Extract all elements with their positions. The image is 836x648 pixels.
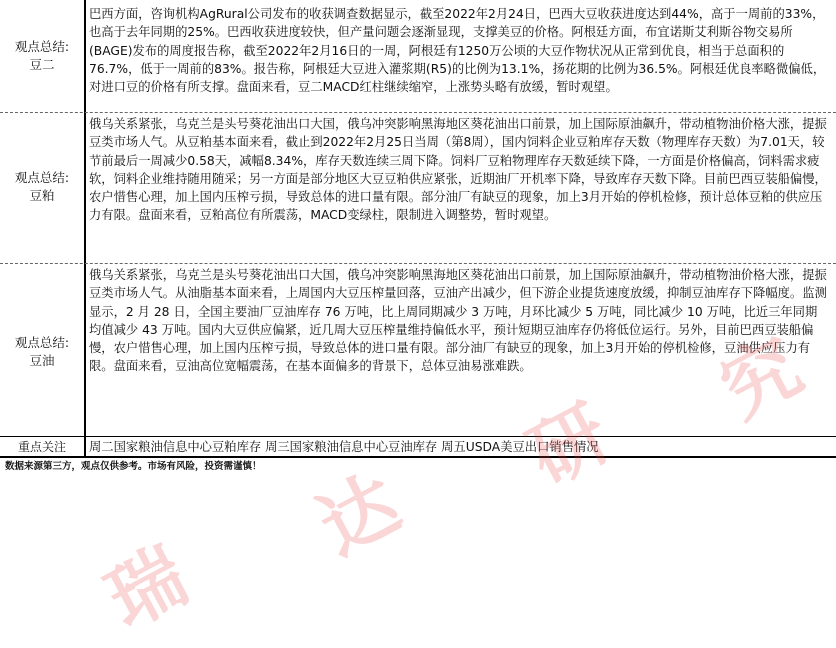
row-text: 俄乌关系紧张，乌克兰是头号葵花油出口大国，俄乌冲突影响黑海地区葵花油出口前景，加上国际原油飙升，带动植物油价格大涨，提振豆类市场人气。从豆粕基本面来看，截止到2022年2月25日当周（第8周），国内饲料企业豆粕库存天数（物理库存天数）为7.01天，较节前最后一周减少0.58天，减幅8.34%，库存天数连续三周下降。饲料厂豆粕物理库存天数延续下降，一方面是价格偏高，饲料需求疲软，饲料企业维持随用随采；另一方面是部分地区大豆豆粕供应紧张，近期油厂开机率下降，导致库存天数下降。目前巴西豆装船偏慢，农户惜售心理，加上国内压榨亏损，导致总体的进口量有限。部分油厂有缺豆的现象，加上3月开始的停机检修，预计总体豆粕的供应压力有限。盘面来看，豆粕高位有所震荡，MACD变绿柱，限制进入调整势，暂时观望。 — [89, 117, 827, 223]
focus-text: 周二国家粮油信息中心豆粕库存 周三国家粮油信息中心豆油库存 周五USDA美豆出口销售情况 — [89, 440, 599, 454]
row-focus — [0, 437, 836, 455]
label-line1: 观点总结: — [14, 335, 70, 350]
row-text: 俄乌关系紧张，乌克兰是头号葵花油出口大国，俄乌冲突影响黑海地区葵花油出口前景，加上国际原油飙升，带动植物油价格大涨，提振豆类市场人气。从油脂基本面来看，上周国内大豆压榨量回落，豆油产出减少，但下游企业提货速度放缓，抑制豆油库存下降幅度。监测显示，2 月 28 日，全国主要油厂豆油库存 76 万吨，比上周同期减少 3 万吨，月环比减少 5 万吨，同比减少 10 万吨，比近三年同期均值减少 43 万吨。国内大豆供应偏紧，近几周大豆压榨量维持偏低水平，预计短期豆油库存仍将低位运行。另外，目前巴西豆装船偏慢，农户惜售心理，加上国内压榨亏损，导致总体的进口量有限。部分油厂有缺豆的现象，加上3月开始的停机检修，豆油供应压力有限。盘面来看，豆油高位宽幅震荡，在基本面偏多的背景下，总体豆油易涨难跌。 — [89, 268, 827, 374]
row-label — [0, 334, 84, 370]
row-label — [0, 38, 84, 74]
disclaimer-note: 数据来源第三方，观点仅供参考。市场有风险，投资需谨慎！ — [5, 461, 262, 472]
label-line1: 观点总结: — [14, 170, 70, 185]
row-text: 巴西方面，咨询机构AgRural公司发布的收获调查数据显示，截至2022年2月24日，巴西大豆收获进度达到44%，高于一周前的33%，也高于去年同期的25%。巴西收获进度较快，但产量问题会逐渐显现，支撑美豆的价格。阿根廷方面，布宜诺斯艾利斯谷物交易所(BAGE)发布的周度报告称，截至2022年2月16日的一周，阿根廷有1250万公顷的大豆作物状况从正常到优良，相当于总面积的76.7%，低于一周前的83%。报告称，阿根廷大豆进入灌浆期(R5)的比例为13.1%，扬花期的比例为36.5%。阿根廷优良率略微偏低，对进口豆的价格有所支撑。盘面来看，豆二MACD红柱继续缩窄，上涨势头略有放缓，暂时观望。 — [89, 7, 826, 95]
label-line2: 豆油 — [29, 353, 55, 368]
row-label — [0, 169, 84, 205]
row-soybean-no2 — [0, 0, 836, 112]
watermark-char-1: 瑞 — [92, 530, 202, 645]
label-line1: 观点总结: — [14, 39, 70, 54]
label-line2: 豆二 — [29, 57, 55, 72]
watermark-char-4: 究 — [706, 320, 816, 435]
label-line2: 豆粕 — [29, 188, 55, 203]
row-soybean-oil — [0, 264, 836, 436]
row-soybean-meal — [0, 113, 836, 263]
watermark-char-3: 研 — [514, 387, 624, 502]
focus-label: 重点关注 — [17, 440, 66, 454]
watermark-char-2: 达 — [304, 457, 414, 572]
